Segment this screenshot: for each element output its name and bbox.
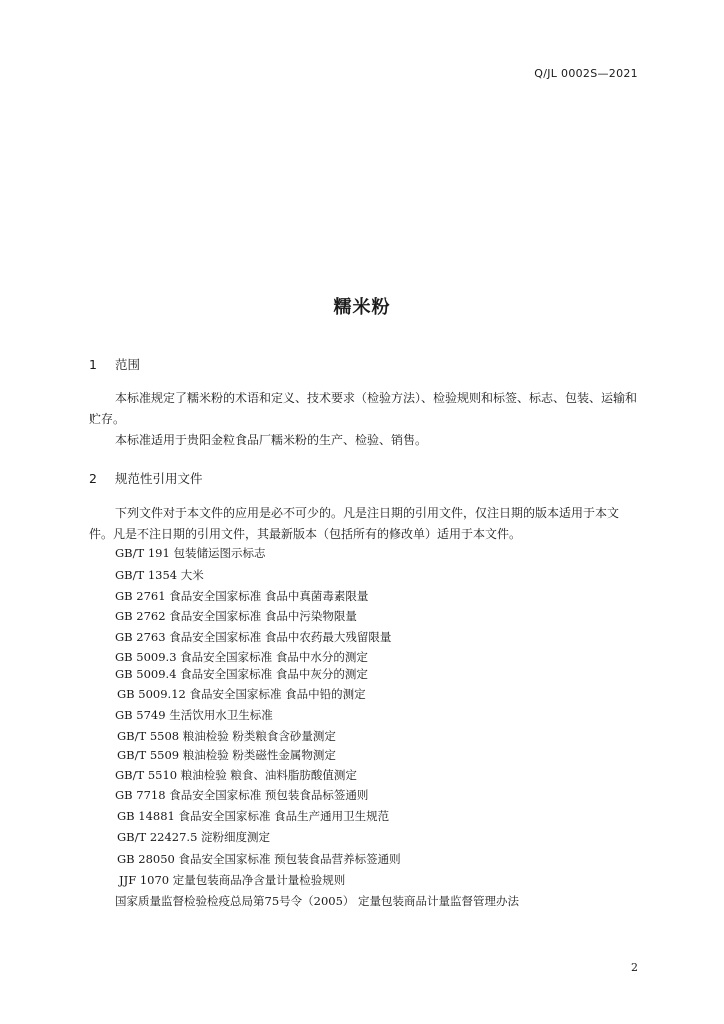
reference-item: GB 5749 生活饮用水卫生标准 bbox=[115, 708, 273, 722]
section-number: 2 bbox=[89, 471, 97, 486]
reference-item: GB 7718 食品安全国家标准 预包装食品标签通则 bbox=[115, 788, 369, 802]
reference-item: GB 2762 食品安全国家标准 食品中污染物限量 bbox=[115, 609, 357, 623]
reference-item: GB/T 5509 粮油检验 粉类磁性金属物测定 bbox=[117, 748, 336, 762]
reference-item: GB 2761 食品安全国家标准 食品中真菌毒素限量 bbox=[115, 589, 369, 603]
reference-item: GB/T 5508 粮油检验 粉类粮食含砂量测定 bbox=[117, 729, 336, 743]
reference-item: GB 2763 食品安全国家标准 食品中农药最大残留限量 bbox=[115, 630, 392, 644]
reference-item: GB 28050 食品安全国家标准 预包装食品营养标签通则 bbox=[117, 852, 401, 866]
scope-paragraph-1: 本标准规定了糯米粉的术语和定义、技术要求（检验方法）、检验规则和标签、标志、包装、运输和贮存。 bbox=[89, 391, 638, 426]
reference-item: JJF 1070 定量包装商品净含量计量检验规则 bbox=[119, 873, 346, 887]
reference-item: GB/T 191 包装储运图示标志 bbox=[115, 546, 266, 560]
document-title: 糯米粉 bbox=[333, 297, 391, 318]
reference-item: GB/T 1354 大米 bbox=[115, 568, 204, 582]
reference-item: GB 14881 食品安全国家标准 食品生产通用卫生规范 bbox=[117, 809, 390, 823]
scope-paragraph-2: 本标准适用于贵阳金粒食品厂糯米粉的生产、检验、销售。 bbox=[115, 433, 428, 447]
reference-item: GB 5009.12 食品安全国家标准 食品中铅的测定 bbox=[117, 687, 366, 701]
document-code: Q/JL 0002S—2021 bbox=[534, 67, 638, 80]
section-heading-normative-references bbox=[89, 469, 203, 487]
reference-item: 国家质量监督检验检疫总局第75号令（2005） 定量包装商品计量监督管理办法 bbox=[115, 894, 520, 908]
section-heading-scope bbox=[89, 355, 140, 373]
reference-item: GB/T 5510 粮油检验 粮食、油料脂肪酸值测定 bbox=[115, 768, 357, 782]
section-number: 1 bbox=[89, 357, 97, 372]
section-title: 规范性引用文件 bbox=[115, 471, 203, 486]
reference-item: GB 5009.3 食品安全国家标准 食品中水分的测定 bbox=[115, 650, 368, 664]
reference-item: GB 5009.4 食品安全国家标准 食品中灰分的测定 bbox=[115, 667, 368, 681]
page-number: 2 bbox=[631, 961, 638, 974]
reference-item: GB/T 22427.5 淀粉细度测定 bbox=[117, 830, 271, 844]
section-title: 范围 bbox=[115, 357, 141, 372]
references-intro-paragraph: 下列文件对于本文件的应用是必不可少的。凡是注日期的引用文件，仅注日期的版本适用于本文件。凡是不注日期的引用文件，其最新版本（包括所有的修改单）适用于本文件。 bbox=[89, 506, 620, 541]
